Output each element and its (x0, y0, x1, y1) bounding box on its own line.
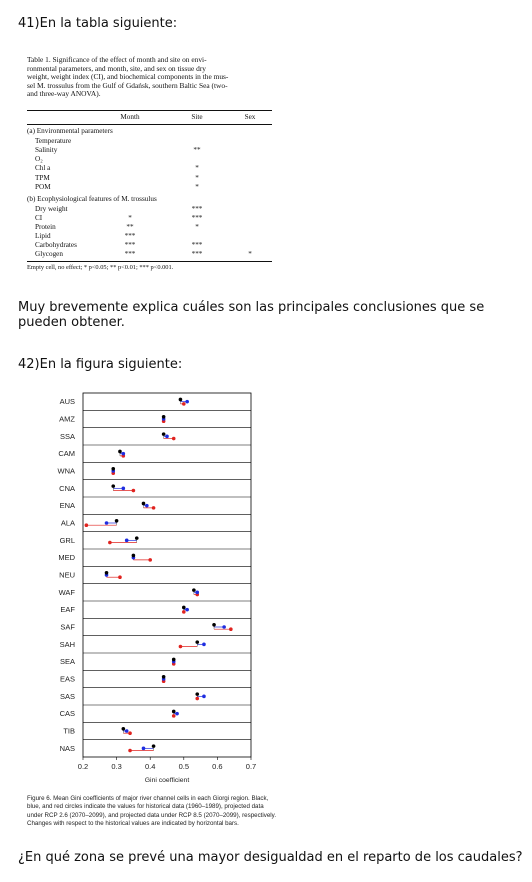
table-cell-site: *** (191, 250, 203, 259)
rcp85-point (148, 558, 152, 562)
caption-line: Table 1. Significance of the effect of month and site on envi- (27, 55, 207, 64)
region-label: AUS (59, 397, 75, 407)
historical-point (162, 432, 166, 436)
historical-point (152, 744, 156, 748)
rcp85-point (172, 714, 176, 718)
region-label: SAH (59, 639, 75, 649)
table-row (27, 223, 272, 232)
question-41-prompt: Muy brevemente explica cuáles son las principales conclusiones que se pueden obtener. (18, 300, 485, 330)
table-section-title: (b) Ecophysiological features of M. trossulus (27, 194, 157, 203)
table-rule (27, 261, 272, 262)
region-label: CAM (58, 449, 75, 459)
caption-line: and three-way ANOVA). (27, 89, 101, 99)
table-cell-site: *** (191, 241, 203, 250)
question-42-prompt: ¿En qué zona se prevé una mayor desigualdad en el reparto de los caudales? (18, 850, 523, 865)
x-tick-label: 0.2 (77, 762, 89, 771)
region-label: SAS (59, 691, 75, 701)
region-label: TIB (63, 726, 75, 736)
rcp85-point (172, 437, 176, 441)
rcp26-point (105, 521, 109, 525)
table-row-label: Lipid (35, 232, 51, 241)
table-section-row (27, 195, 272, 204)
x-tick-label: 0.6 (212, 762, 223, 771)
region-label: EAS (59, 674, 75, 684)
region-label: ENA (59, 501, 75, 511)
table-row (27, 232, 272, 241)
region-label: EAF (60, 605, 75, 615)
table-footnote: Empty cell, no effect; * p<0.05; ** p<0.01; *** p<0.001. (27, 264, 174, 272)
rcp85-point (118, 575, 122, 579)
rcp85-point (85, 523, 89, 527)
historical-point (179, 398, 183, 402)
historical-point (111, 467, 115, 471)
table-cell-site: * (195, 223, 199, 231)
historical-point (122, 727, 126, 731)
header-month: Month (120, 113, 140, 121)
table-caption (27, 56, 272, 99)
rcp85-point (182, 610, 186, 614)
rcp26-point (142, 747, 146, 751)
table-row (27, 164, 272, 173)
rcp26-point (195, 591, 199, 595)
rcp85-point (152, 506, 156, 510)
x-tick-label: 0.5 (178, 762, 190, 771)
table-row-label: Temperature (35, 137, 72, 146)
table-row (27, 155, 272, 164)
rcp85-point (195, 697, 199, 701)
historical-point (118, 450, 122, 454)
region-label: WAF (58, 587, 75, 597)
caption-line: ronmental parameters, and month, site, and sex on tissue dry (27, 63, 206, 73)
region-label: SEA (59, 657, 75, 667)
table-row-label: O₂ (35, 155, 43, 164)
rcp85-point (132, 489, 136, 493)
rcp26-point (185, 608, 189, 612)
x-tick-label: 0.3 (111, 762, 122, 771)
figure-caption (27, 795, 292, 829)
historical-point (115, 519, 119, 523)
figure-caption-line: Changes with respect to the historical values are indicated by horizontal bars. (27, 820, 239, 828)
historical-point (172, 658, 176, 662)
rcp85-point (182, 402, 186, 406)
caption-line: sel M. trossulus from the Gulf of Gdańsk, southern Baltic Sea (two- (27, 80, 228, 90)
question-41-title: 41)En la tabla siguiente: (18, 16, 178, 31)
region-label: CAS (59, 709, 75, 719)
rcp26-point (202, 643, 206, 647)
region-label: GRL (59, 535, 75, 545)
historical-point (135, 536, 139, 540)
table-header-row (27, 113, 272, 122)
rcp26-point (202, 695, 206, 699)
historical-point (162, 415, 166, 419)
table-cell-month: *** (124, 241, 136, 250)
table-cell-site: *** (191, 213, 203, 222)
historical-point (212, 623, 216, 627)
x-tick-label: 0.4 (144, 762, 156, 771)
region-label: CNA (59, 483, 75, 493)
historical-point (132, 554, 136, 558)
region-label: AMZ (59, 414, 75, 424)
table-cell-month: *** (124, 250, 136, 259)
rcp26-point (185, 400, 189, 404)
table-row-label: Glycogen (35, 250, 63, 259)
historical-point (192, 588, 196, 592)
table-row (27, 146, 272, 155)
table-row (27, 241, 272, 250)
rcp26-point (175, 712, 179, 716)
table-cell-site: * (195, 173, 199, 182)
region-label: SAF (60, 622, 75, 632)
figure-caption-line: under RCP 2.6 (2070–2099), and projected data under RCP 8.5 (2070–2099), respectively. (27, 811, 277, 819)
historical-point (182, 606, 186, 610)
x-tick-label: 0.7 (245, 762, 257, 771)
region-label: ALA (60, 518, 75, 528)
rcp85-point (229, 627, 233, 631)
rcp26-point (165, 435, 169, 439)
table-cell-sex: * (248, 250, 252, 259)
table-row-label: CI (35, 213, 43, 222)
table-cell-site: *** (191, 204, 203, 213)
rcp85-point (128, 749, 132, 753)
rcp85-point (108, 541, 112, 545)
region-label: SSA (59, 431, 75, 441)
table-rule (27, 110, 272, 111)
region-label: NEU (59, 570, 75, 580)
table-cell-site: * (195, 182, 199, 191)
table-row-label: Protein (35, 223, 56, 231)
historical-point (111, 484, 115, 488)
figure-caption-line: blue, and red circles indicate the values for historical data (1960–1989), projected data (27, 803, 264, 811)
header-sex: Sex (244, 113, 256, 121)
header-site: Site (191, 113, 203, 121)
historical-point (195, 692, 199, 696)
caption-line: weight, weight index (CI), and biochemical components in the mus- (27, 72, 229, 82)
rcp26-point (122, 487, 126, 491)
rcp85-point (128, 731, 132, 735)
table-cell-month: * (128, 213, 132, 222)
table-cell-month: ** (126, 223, 134, 231)
historical-point (172, 710, 176, 714)
rcp26-point (222, 625, 226, 629)
table-row (27, 214, 272, 223)
table-rule (27, 124, 272, 125)
table-row-label: TPM (35, 173, 50, 182)
rcp26-point (125, 729, 129, 733)
table-row (27, 205, 272, 214)
table-row (27, 137, 272, 146)
table-row (27, 183, 272, 192)
rcp26-point (125, 539, 129, 543)
table-cell-site: * (195, 164, 199, 173)
historical-point (142, 502, 146, 506)
table-cell-site: ** (193, 146, 201, 155)
table-row-label: Carbohydrates (35, 241, 77, 250)
table-row-label: Chl a (35, 164, 51, 173)
table-section-title: (a) Environmental parameters (27, 127, 113, 135)
historical-point (105, 571, 109, 575)
question-42-title: 42)En la figura siguiente: (18, 357, 183, 372)
table-row (27, 174, 272, 183)
region-label: MED (58, 553, 75, 563)
historical-point (162, 675, 166, 679)
figure-caption-line: Figure 6. Mean Gini coefficients of major river channel cells in each Giorgi region. Black, (27, 795, 269, 802)
table-row (27, 250, 272, 259)
table-row-label: POM (35, 182, 51, 191)
region-label: NAS (59, 743, 75, 753)
rcp85-point (179, 645, 183, 649)
table-row-label: Salinity (35, 146, 58, 155)
x-axis-label: Gini coefficient (144, 777, 190, 784)
region-label: WNA (57, 466, 75, 476)
historical-point (195, 640, 199, 644)
rcp26-point (122, 452, 126, 456)
table-section-row (27, 127, 272, 136)
gini-chart (0, 390, 532, 820)
table-row-label: Dry weight (35, 204, 68, 213)
table-cell-month: *** (124, 232, 136, 241)
rcp26-point (145, 504, 149, 508)
